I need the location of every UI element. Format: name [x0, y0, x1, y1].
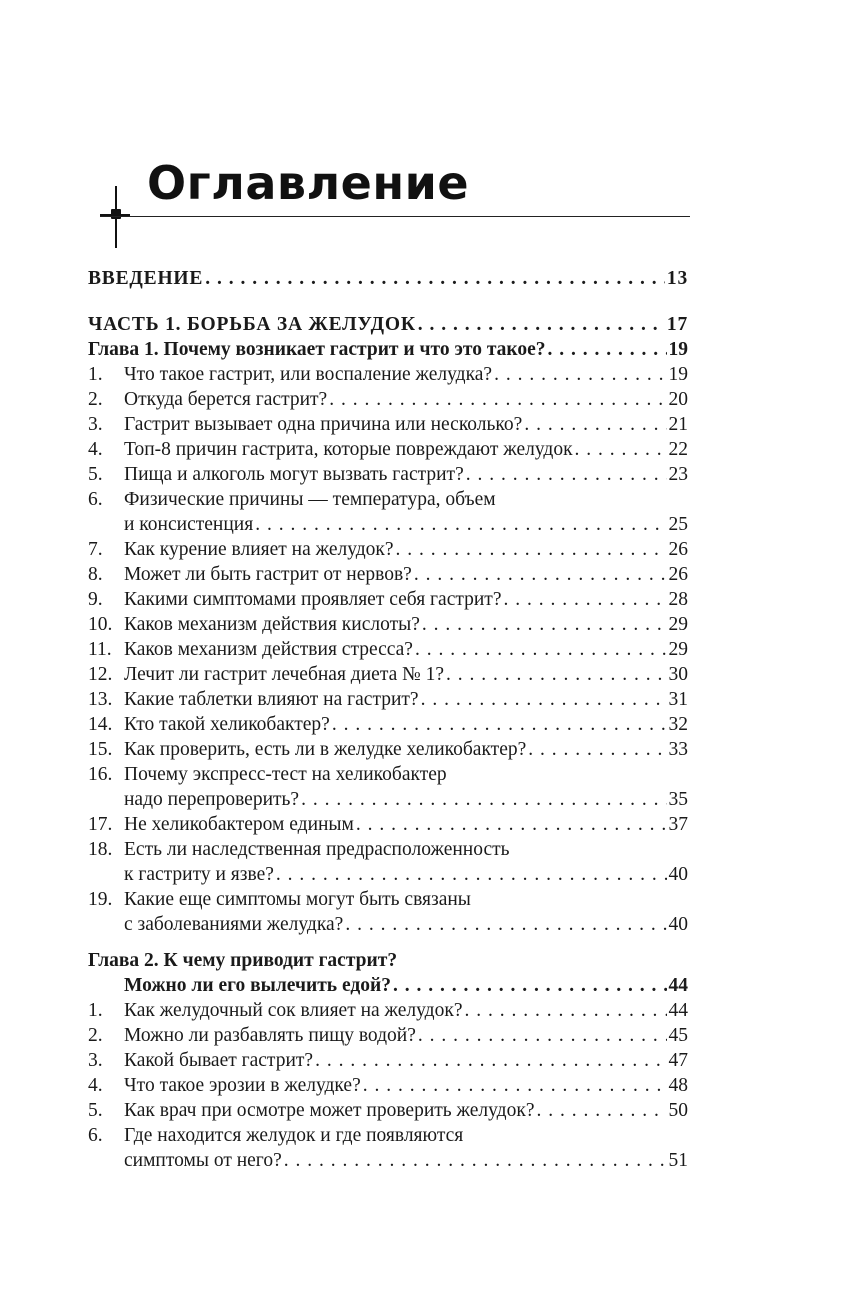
item-page: 26	[668, 539, 688, 560]
toc-item[interactable]	[88, 812, 688, 837]
dot-leader	[255, 512, 666, 537]
item-title: Не хеликобактером единым	[124, 814, 354, 835]
toc-item[interactable]	[88, 762, 688, 787]
toc-item[interactable]	[88, 837, 688, 862]
entry-page: 44	[668, 975, 688, 996]
item-number: 9.	[88, 589, 103, 610]
toc-item[interactable]	[88, 887, 688, 912]
item-title: Физические причины — температура, объем	[124, 489, 496, 510]
title-rule	[100, 216, 690, 217]
item-page: 51	[668, 1150, 688, 1171]
entry-page: 17	[666, 314, 688, 335]
toc-item[interactable]	[88, 387, 688, 412]
item-page: 23	[668, 464, 688, 485]
toc-item-continued[interactable]	[88, 1148, 688, 1173]
toc-item[interactable]	[88, 487, 688, 512]
dot-leader	[466, 462, 667, 487]
item-title: надо перепроверить?	[124, 789, 300, 810]
item-number: 4.	[88, 439, 103, 460]
item-number: 6.	[88, 489, 103, 510]
item-title: Кто такой хеликобактер?	[124, 714, 330, 735]
item-title: Какие таблетки влияют на гастрит?	[124, 689, 419, 710]
toc-item[interactable]	[88, 998, 688, 1023]
item-title: к гастриту и язве?	[124, 864, 274, 885]
chapter-title: Глава 2. К чему приводит гастрит?	[88, 950, 398, 971]
dot-leader	[393, 973, 667, 998]
dot-leader	[205, 266, 665, 291]
item-title: и консистенция	[124, 514, 254, 535]
item-title: Как желудочный сок влияет на желудок?	[124, 1000, 463, 1021]
item-number: 19.	[88, 889, 113, 910]
item-page: 35	[668, 789, 688, 810]
item-title: симптомы от него?	[124, 1150, 282, 1171]
item-title: Как проверить, есть ли в желудке хеликобактер?	[124, 739, 527, 760]
item-page: 37	[668, 814, 688, 835]
chapter-title-continued: Можно ли его вылечить едой?	[124, 975, 391, 996]
item-page: 30	[668, 664, 688, 685]
item-page: 21	[668, 414, 688, 435]
dot-leader	[494, 362, 666, 387]
item-title: Какие еще симптомы могут быть связаны	[124, 889, 471, 910]
item-page: 25	[668, 514, 688, 535]
item-page: 29	[668, 639, 688, 660]
chapter-1-items	[88, 362, 688, 937]
toc-item[interactable]	[88, 1098, 688, 1123]
crop-mark-center	[111, 209, 121, 219]
dot-leader	[329, 387, 666, 412]
item-title: Каков механизм действия стресса?	[124, 639, 413, 660]
item-page: 48	[668, 1075, 688, 1096]
dot-leader	[422, 612, 667, 637]
entry-page: 13	[666, 268, 688, 289]
entry-label: ЧАСТЬ 1. БОРЬБА ЗА ЖЕЛУДОК	[88, 314, 416, 335]
dot-leader	[548, 337, 667, 362]
page-title: Оглавление	[147, 156, 470, 210]
item-number: 5.	[88, 1100, 103, 1121]
item-page: 20	[668, 389, 688, 410]
item-number: 2.	[88, 1025, 103, 1046]
dot-leader	[536, 1098, 666, 1123]
item-title: Пища и алкоголь могут вызвать гастрит?	[124, 464, 464, 485]
item-page: 29	[668, 614, 688, 635]
dot-leader	[356, 812, 667, 837]
dot-leader	[524, 412, 666, 437]
toc-item-continued[interactable]	[88, 862, 688, 887]
table-of-contents	[88, 266, 688, 1173]
item-page: 19	[668, 364, 688, 385]
toc-item[interactable]	[88, 362, 688, 387]
item-title: Лечит ли гастрит лечебная диета № 1?	[124, 664, 444, 685]
toc-item[interactable]	[88, 637, 688, 662]
dot-leader	[415, 637, 667, 662]
item-page: 40	[668, 914, 688, 935]
item-title: Какими симптомами проявляет себя гастрит?	[124, 589, 502, 610]
dot-leader	[446, 662, 667, 687]
dot-leader	[315, 1048, 666, 1073]
item-number: 5.	[88, 464, 103, 485]
toc-entry-chapter-1[interactable]	[88, 337, 688, 362]
toc-item[interactable]	[88, 462, 688, 487]
item-title: Каков механизм действия кислоты?	[124, 614, 420, 635]
item-number: 13.	[88, 689, 113, 710]
dot-leader	[396, 537, 667, 562]
toc-item[interactable]	[88, 437, 688, 462]
item-number: 4.	[88, 1075, 103, 1096]
item-page: 22	[668, 439, 688, 460]
toc-entry-part-1[interactable]	[88, 312, 688, 337]
item-number: 18.	[88, 839, 113, 860]
item-page: 44	[668, 1000, 688, 1021]
entry-label: ВВЕДЕНИЕ	[88, 268, 204, 289]
item-number: 1.	[88, 1000, 103, 1021]
toc-item[interactable]	[88, 687, 688, 712]
toc-item[interactable]	[88, 412, 688, 437]
item-title: Можно ли разбавлять пищу водой?	[124, 1025, 416, 1046]
dot-leader	[414, 562, 667, 587]
dot-leader	[363, 1073, 667, 1098]
item-number: 16.	[88, 764, 113, 785]
toc-item[interactable]	[88, 537, 688, 562]
dot-leader	[345, 912, 666, 937]
item-number: 14.	[88, 714, 113, 735]
toc-item[interactable]	[88, 587, 688, 612]
item-title: Почему экспресс-тест на хеликобактер	[124, 764, 447, 785]
item-page: 45	[668, 1025, 688, 1046]
toc-entry-intro[interactable]	[88, 266, 688, 291]
item-page: 50	[668, 1100, 688, 1121]
toc-item-continued[interactable]	[88, 912, 688, 937]
dot-leader	[528, 737, 666, 762]
item-number: 7.	[88, 539, 103, 560]
item-title: Откуда берется гастрит?	[124, 389, 328, 410]
dot-leader	[464, 998, 666, 1023]
toc-item[interactable]	[88, 662, 688, 687]
item-number: 2.	[88, 389, 103, 410]
item-title: Может ли быть гастрит от нервов?	[124, 564, 412, 585]
dot-leader	[276, 862, 667, 887]
item-number: 12.	[88, 664, 113, 685]
item-title: Что такое гастрит, или воспаление желудка?	[124, 364, 493, 385]
dot-leader	[332, 712, 667, 737]
item-number: 15.	[88, 739, 113, 760]
dot-leader	[301, 787, 666, 812]
item-number: 8.	[88, 564, 103, 585]
item-title: Какой бывает гастрит?	[124, 1050, 314, 1071]
toc-item[interactable]	[88, 1073, 688, 1098]
toc-item-continued[interactable]	[88, 787, 688, 812]
entry-page: 19	[668, 339, 688, 360]
item-page: 33	[668, 739, 688, 760]
toc-item[interactable]	[88, 562, 688, 587]
item-page: 40	[668, 864, 688, 885]
dot-leader	[575, 437, 667, 462]
item-page: 26	[668, 564, 688, 585]
toc-item[interactable]	[88, 1048, 688, 1073]
item-page: 31	[668, 689, 688, 710]
dot-leader	[418, 312, 665, 337]
toc-entry-chapter-2[interactable]	[88, 973, 688, 998]
chapter-2-items	[88, 998, 688, 1173]
item-title: Как врач при осмотре может проверить желудок?	[124, 1100, 535, 1121]
item-number: 6.	[88, 1125, 103, 1146]
item-page: 32	[668, 714, 688, 735]
dot-leader	[421, 687, 667, 712]
item-page: 47	[668, 1050, 688, 1071]
item-title: Где находится желудок и где появляются	[124, 1125, 464, 1146]
dot-leader	[284, 1148, 667, 1173]
toc-item[interactable]	[88, 1123, 688, 1148]
item-title: Как курение влияет на желудок?	[124, 539, 394, 560]
item-number: 17.	[88, 814, 113, 835]
item-number: 11.	[88, 639, 112, 660]
item-page: 28	[668, 589, 688, 610]
item-title: Что такое эрозии в желудке?	[124, 1075, 361, 1096]
item-title: Топ-8 причин гастрита, которые повреждают желудок	[124, 439, 573, 460]
chapter-title: Глава 1. Почему возникает гастрит и что это такое?	[88, 339, 546, 360]
toc-item[interactable]	[88, 1023, 688, 1048]
dot-leader	[418, 1023, 667, 1048]
dot-leader	[503, 587, 666, 612]
toc-item[interactable]	[88, 737, 688, 762]
toc-entry-chapter-2-line-1[interactable]	[88, 948, 688, 973]
toc-item[interactable]	[88, 712, 688, 737]
item-title: Есть ли наследственная предрасположенность	[124, 839, 510, 860]
item-title: Гастрит вызывает одна причина или несколько?	[124, 414, 523, 435]
item-number: 1.	[88, 364, 103, 385]
item-number: 10.	[88, 614, 113, 635]
item-title: с заболеваниями желудка?	[124, 914, 344, 935]
toc-item[interactable]	[88, 612, 688, 637]
item-number: 3.	[88, 414, 103, 435]
item-number: 3.	[88, 1050, 103, 1071]
toc-item-continued[interactable]	[88, 512, 688, 537]
